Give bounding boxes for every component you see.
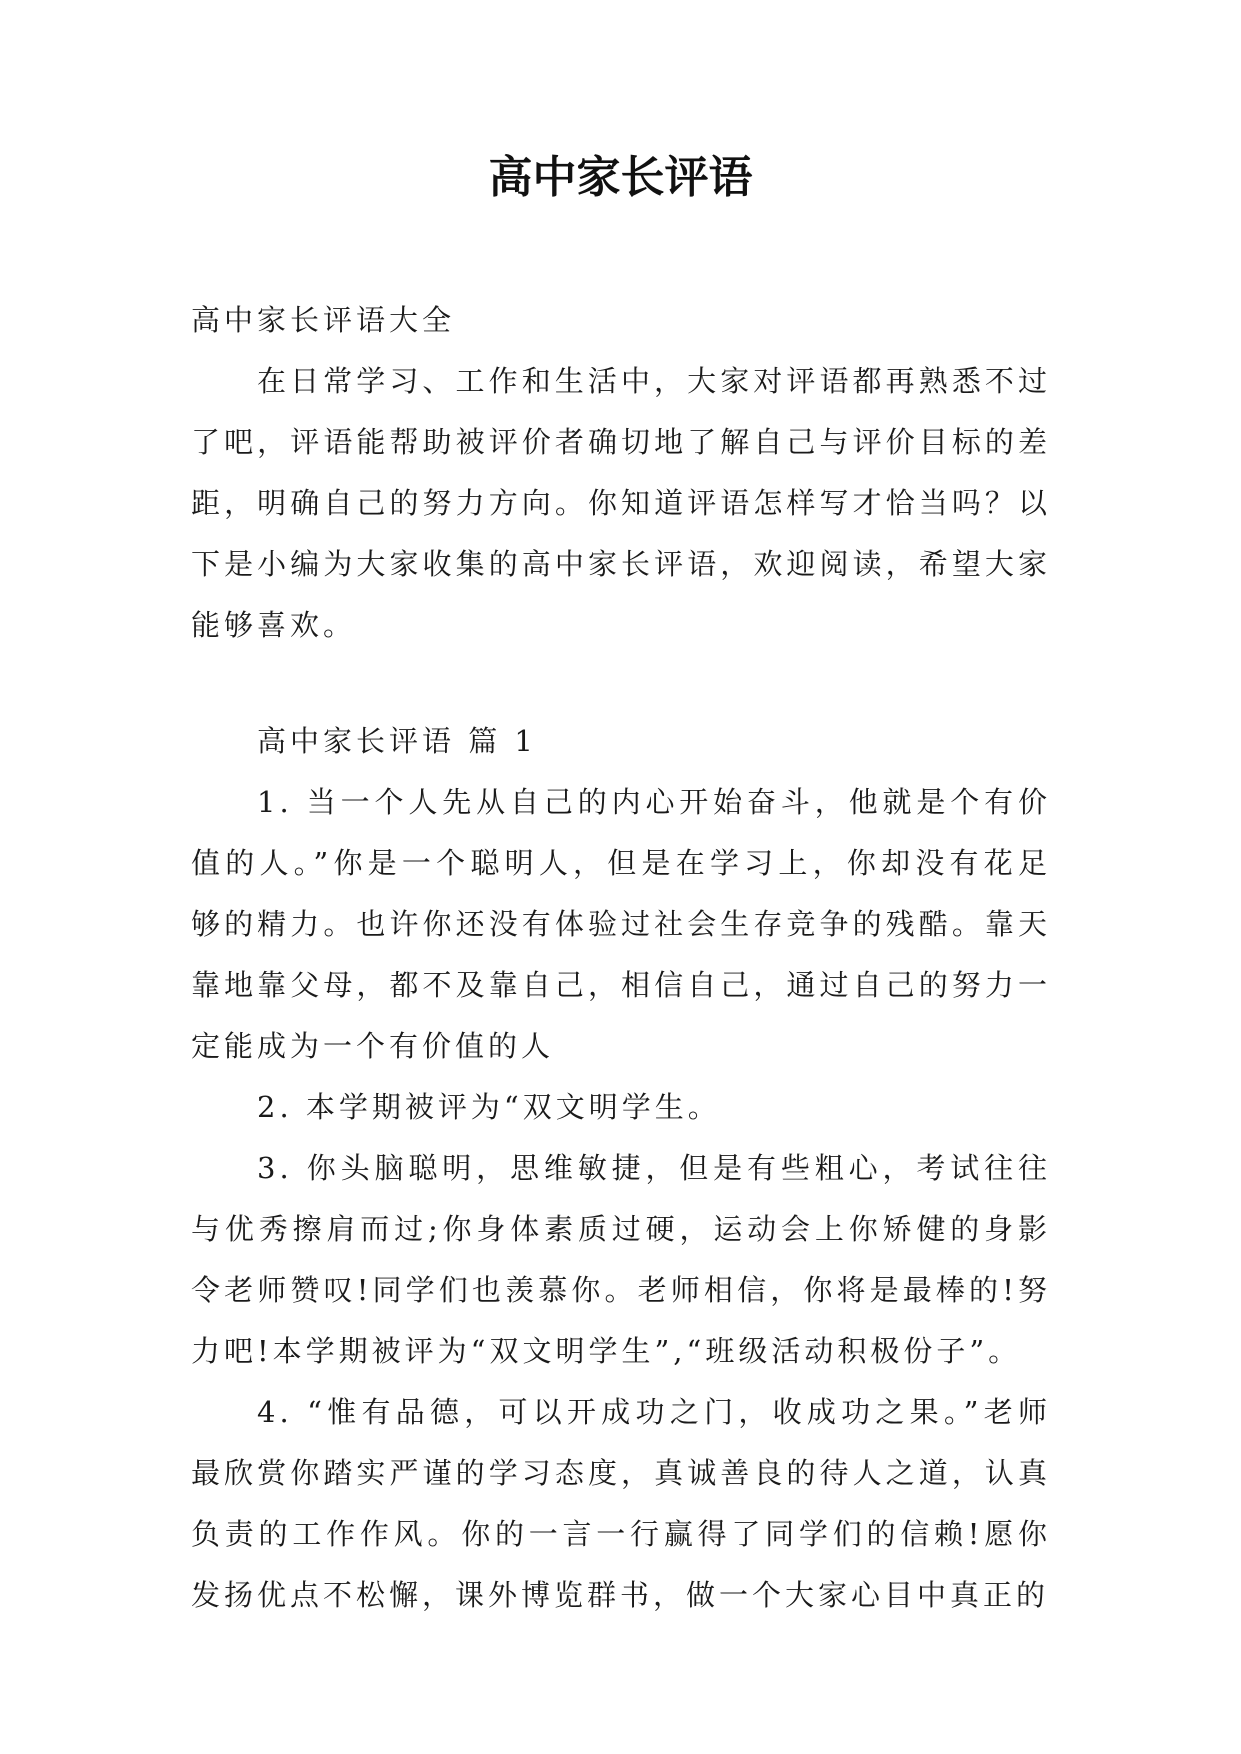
document-body: [191, 290, 1051, 1626]
comment-item-3: 3. 你头脑聪明，思维敏捷，但是有些粗心，考试往往与优秀擦肩而过;你身体素质过硬，运动会上你矫健的身影令老师赞叹!同学们也羡慕你。老师相信，你将是最棒的!努力吧!本学期被评为“双文明学生”,“班级活动积极份子”。: [191, 1151, 1051, 1368]
comment-item-1: 1. 当一个人先从自己的内心开始奋斗，他就是个有价值的人。”你是一个聪明人，但是在学习上，你却没有花足够的精力。也许你还没有体验过社会生存竞争的残酷。靠天靠地靠父母，都不及靠自己，相信自己，通过自己的努力一定能成为一个有价值的人: [191, 785, 1051, 1063]
document-title: 高中家长评语: [488, 152, 753, 203]
section-heading: 高中家长评语 篇 1: [257, 724, 537, 758]
intro-paragraph: 在日常学习、工作和生活中，大家对评语都再熟悉不过了吧，评语能帮助被评价者确切地了解自己与评价目标的差距，明确自己的努力方向。你知道评语怎样写才恰当吗？以下是小编为大家收集的高中家长评语，欢迎阅读，希望大家能够喜欢。: [191, 364, 1051, 642]
paragraph-gap: [191, 656, 1051, 711]
comment-item-4: 4. “惟有品德，可以开成功之门，收成功之果。”老师最欣赏你踏实严谨的学习态度，真诚善良的待人之道，认真负责的工作作风。你的一言一行赢得了同学们的信赖!愿你发扬优点不松懈，课外博览群书，做一个大家心目中真正的: [191, 1395, 1051, 1612]
comment-item-2: 2. 本学期被评为“双文明学生。: [257, 1090, 721, 1124]
document-subtitle: 高中家长评语大全: [191, 303, 456, 337]
